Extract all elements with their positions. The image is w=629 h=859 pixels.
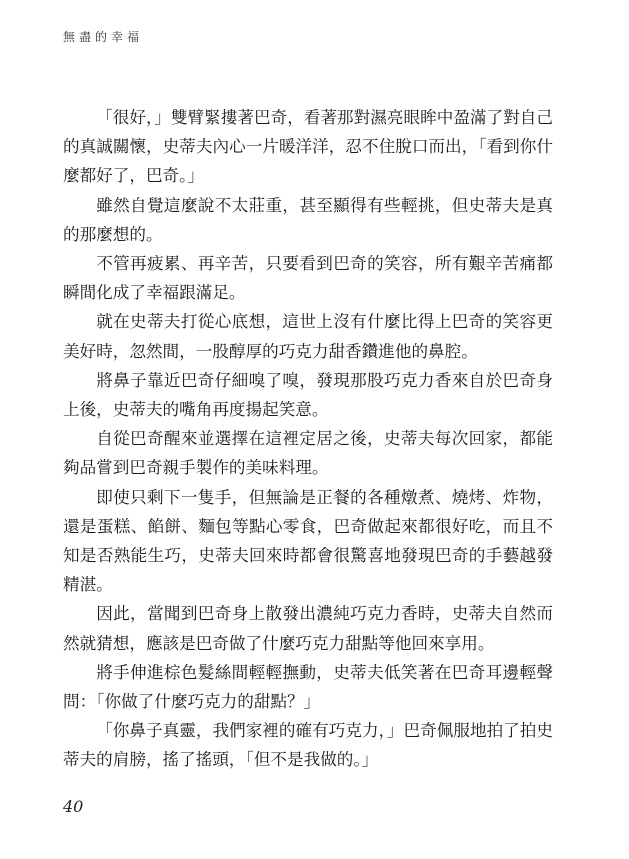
body-text <box>63 103 553 775</box>
paragraph: 將手伸進棕色髮絲間輕輕撫動，史蒂夫低笑著在巴奇耳邊輕聲問：「你做了什麼巧克力的甜點？」 <box>63 662 553 712</box>
paragraph: 不管再疲累、再辛苦，只要看到巴奇的笑容，所有艱辛苦痛都瞬間化成了幸福跟滿足。 <box>63 254 553 303</box>
paragraph: 即使只剩下一隻手，但無論是正餐的各種燉煮、燒烤、炸物，還是蛋糕、餡餅、麵包等點心零食，巴奇做起來都很好吃，而且不知是否熟能生巧，史蒂夫回來時都會很驚喜地發現巴奇的手藝越發精湛。 <box>63 487 553 595</box>
running-header-book-title: 無盡的幸福 <box>63 30 144 44</box>
page-number: 40 <box>63 797 84 816</box>
paragraph: 「你鼻子真靈，我們家裡的確有巧克力，」巴奇佩服地拍了拍史蒂夫的肩膀，搖了搖頭，「但不是我做的。」 <box>63 721 553 770</box>
paragraph: 因此，當聞到巴奇身上散發出濃純巧克力香時，史蒂夫自然而然就猜想，應該是巴奇做了什麼巧克力甜點等他回來享用。 <box>63 604 553 653</box>
paragraph: 自從巴奇醒來並選擇在這裡定居之後，史蒂夫每次回家，都能夠品嘗到巴奇親手製作的美味料理。 <box>63 429 553 478</box>
paragraph: 將鼻子靠近巴奇仔細嗅了嗅，發現那股巧克力香來自於巴奇身上後，史蒂夫的嘴角再度揚起笑意。 <box>63 370 553 420</box>
paragraph: 雖然自覺這麼說不太莊重，甚至顯得有些輕挑，但史蒂夫是真的那麼想的。 <box>63 195 553 244</box>
paragraph: 「很好，」雙臂緊摟著巴奇，看著那對濕亮眼眸中盈滿了對自己的真誠關懷，史蒂夫內心一片暖洋洋，忍不住脫口而出，「看到你什麼都好了，巴奇。」 <box>63 108 553 186</box>
paragraph: 就在史蒂夫打從心底想，這世上沒有什麼比得上巴奇的笑容更美好時，忽然間，一股醇厚的巧克力甜香鑽進他的鼻腔。 <box>63 312 553 361</box>
